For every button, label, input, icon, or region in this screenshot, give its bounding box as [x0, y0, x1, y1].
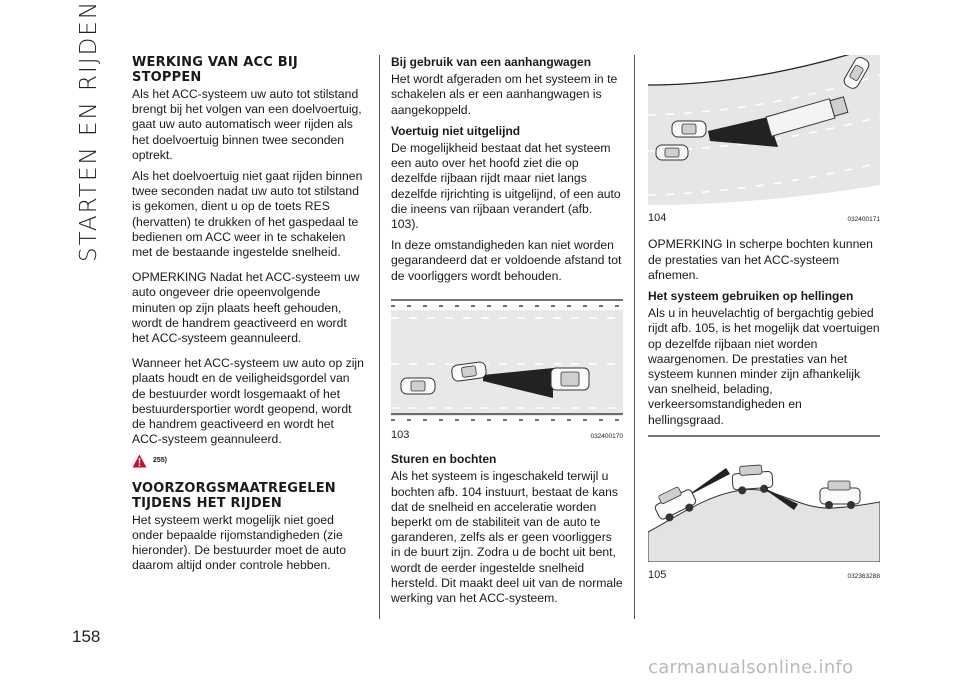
paragraph: Het wordt afgeraden om het systeem in te schakelen als er een aanhangwagen is aangekoppeld. [391, 72, 618, 117]
figure-103 [391, 296, 623, 444]
sub-heading: Voertuig niet uitgelijnd [391, 123, 521, 138]
paragraph: Het systeem werkt mogelijk niet goed onder bepaalde rijomstandigheden (zie hieronder). De bestuurder moet de auto daarom altijd onder controle hebben. [132, 512, 347, 573]
sub-heading: Sturen en bochten [391, 452, 497, 467]
sub-heading: Bij gebruik van een aanhangwagen [391, 55, 592, 69]
watermark: carmanualsonline.info [648, 657, 854, 678]
figure-code: 032400170 [590, 433, 623, 441]
text-column-3 [648, 55, 880, 584]
vehicle-ahead [551, 368, 589, 390]
figure-104 [648, 55, 880, 227]
sub-heading: Het systeem gebruiken op hellingen [648, 289, 854, 304]
paragraph: Als het systeem is ingeschakeld terwijl u bochten afb. 104 instuurt, bestaat de kans dat de snelheid en acceleratie worden beperkt om de stabiliteit van de auto te garanderen, zelfs als er geen voorliggers in de buurt zijn. Zodra u de bocht uit bent, wordt de eerder ingestelde snelheid hersteld. Dit maakt deel uit van de normale werking van het ACC-systeem. [391, 469, 623, 606]
figure-number: 105 [648, 569, 667, 582]
own-car [672, 121, 706, 137]
section-side-title: STARTEN EN RIJDEN [76, 0, 102, 262]
paragraph: OPMERKING Nadat het ACC-systeem uw auto ongeveer drie opeenvolgende minuten op zijn plaats heeft gehouden, wordt de handrem geactiveerd en wordt het ACC-systeem geannuleerd. [132, 270, 360, 346]
warning-triangle-icon [132, 454, 147, 468]
car [656, 145, 688, 160]
text-column-1 [132, 55, 364, 579]
section-heading: VOORZORGSMAATREGELEN TIJDENS HET RIJDEN [132, 480, 336, 511]
car-ahead [820, 481, 860, 509]
warning-reference [132, 453, 364, 468]
text-column-2 [391, 55, 623, 612]
page-number: 158 [72, 627, 101, 646]
figure-number: 103 [391, 429, 410, 442]
own-car [401, 378, 435, 394]
figure-code: 032363288 [847, 573, 880, 581]
misaligned-vehicle-illustration [391, 296, 623, 422]
curve-driving-illustration [648, 55, 880, 205]
column-divider [634, 55, 635, 619]
paragraph: Als het doelvoertuig niet gaat rijden binnen twee seconden nadat uw auto tot stilstand is gekomen, dient u op de toets RES (hervatten) te drukken of het gaspedaal te bedienen om ACC weer in te schakelen met de bestaande ingestelde snelheid. [132, 169, 363, 260]
figure-number: 104 [648, 212, 667, 225]
paragraph: OPMERKING In scherpe bochten kunnen de prestaties van het ACC-systeem afnemen. [648, 237, 873, 282]
paragraph: Als u in heuvelachtig of bergachtig gebied rijdt afb. 105, is het mogelijk dat voertuigen op dezelfde rijbaan niet worden waargenomen. De prestaties van het systeem kunnen minder zijn afhankelijk van snelheid, belading, verkeersomstandigheden en hellingsgraad. [648, 306, 880, 427]
paragraph: Als het ACC-systeem uw auto tot stilstand brengt bij het volgen van een doelvoertuig, gaat uw auto automatisch weer rijden als het doelvoertuig binnen twee seconden optrekt. [132, 87, 362, 162]
slope-driving-illustration [648, 434, 880, 562]
warning-reference-number: 255) [153, 457, 168, 465]
figure-105 [648, 434, 880, 584]
paragraph: De mogelijkheid bestaat dat het systeem een auto over het hoofd ziet die op dezelfde rijbaan rijdt maar niet langs dezelfde rijrichting is uitgelijnd, of een auto die ineens van rijbaan verandert (afb. 103). [391, 141, 621, 232]
column-divider [379, 55, 380, 619]
paragraph: Wanneer het ACC-systeem uw auto op zijn plaats houdt en de veiligheidsgordel van de bestuurder wordt losgemaakt of het bestuurdersportier wordt geopend, wordt de handrem geactiveerd en wordt het ACC-systeem geannuleerd. [132, 356, 364, 447]
section-heading: WERKING VAN ACC BIJ STOPPEN [132, 55, 298, 85]
paragraph: In deze omstandigheden kan niet worden gegarandeerd dat er voldoende afstand tot de voorliggers wordt behouden. [391, 238, 622, 283]
figure-code: 032400171 [847, 216, 880, 224]
